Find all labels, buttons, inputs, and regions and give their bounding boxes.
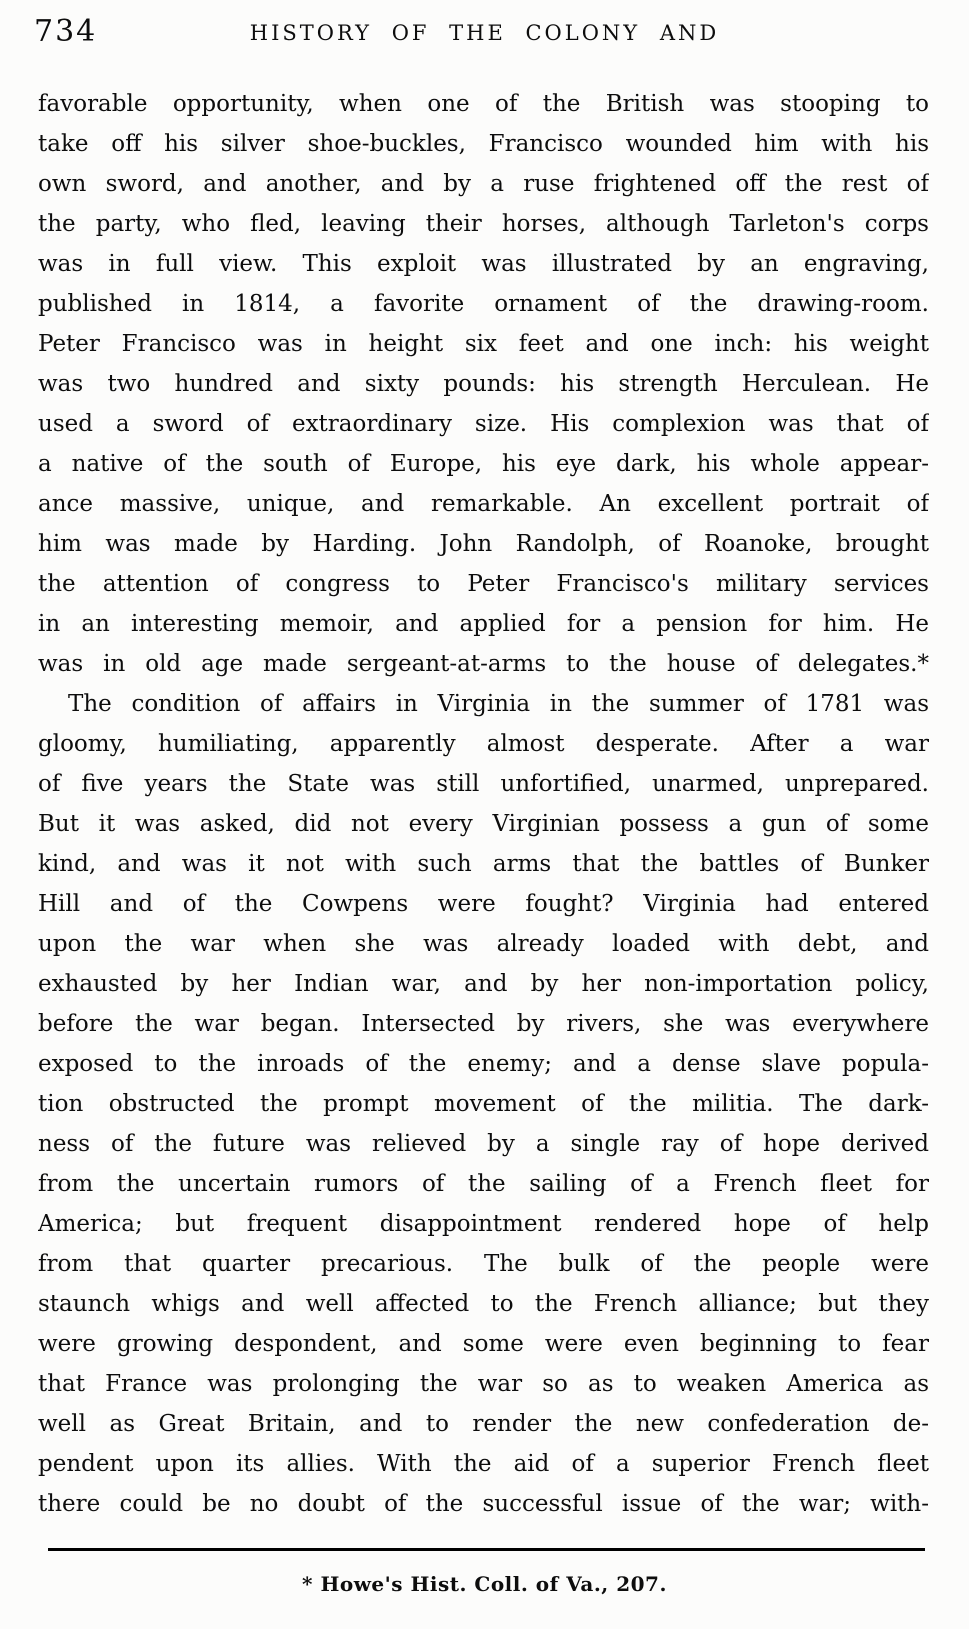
- text-line: The condition of affairs in Virginia in the summer of 1781 was: [68, 691, 929, 717]
- text-line: were growing despondent, and some were even beginning to fear: [38, 1331, 929, 1357]
- text-line: gloomy, humiliating, apparently almost desperate. After a war: [38, 731, 929, 757]
- text-line: staunch whigs and well affected to the French alliance; but they: [38, 1291, 929, 1317]
- running-title: HISTORY OF THE COLONY AND: [249, 21, 720, 45]
- text-line: exhausted by her Indian war, and by her non-importation policy,: [38, 971, 929, 997]
- text-line: Peter Francisco was in height six feet and one inch: his weight: [38, 331, 929, 357]
- text-line: upon the war when she was already loaded with debt, and: [38, 931, 929, 957]
- page-header: [0, 12, 969, 58]
- paragraph-2: [38, 684, 929, 1524]
- text-line: own sword, and another, and by a ruse frightened off the rest of: [38, 171, 929, 197]
- text-line: ance massive, unique, and remarkable. An excellent portrait of: [38, 491, 929, 517]
- text-line: exposed to the inroads of the enemy; and a dense slave popula-: [38, 1051, 929, 1077]
- text-line: there could be no doubt of the successful issue of the war; with-: [38, 1491, 929, 1517]
- text-line: ness of the future was relieved by a single ray of hope derived: [38, 1131, 929, 1157]
- text-line: kind, and was it not with such arms that the battles of Bunker: [38, 851, 929, 877]
- text-line: take off his silver shoe-buckles, Francisco wounded him with his: [38, 131, 929, 157]
- text-line: of five years the State was still unfortified, unarmed, unprepared.: [38, 771, 929, 797]
- text-line: Hill and of the Cowpens were fought? Virginia had entered: [38, 891, 929, 917]
- paragraph-1: [38, 84, 929, 684]
- text-line: from the uncertain rumors of the sailing of a French fleet for: [38, 1171, 929, 1197]
- text-line: pendent upon its allies. With the aid of a superior French fleet: [38, 1451, 929, 1477]
- text-line: used a sword of extraordinary size. His complexion was that of: [38, 411, 929, 437]
- text-line: was in old age made sergeant-at-arms to the house of delegates.*: [38, 651, 929, 677]
- text-line: him was made by Harding. John Randolph, of Roanoke, brought: [38, 531, 929, 557]
- body-text: [38, 84, 929, 1524]
- text-line: was two hundred and sixty pounds: his strength Herculean. He: [38, 371, 929, 397]
- text-line: But it was asked, did not every Virginian possess a gun of some: [38, 811, 929, 837]
- text-line: the attention of congress to Peter Francisco's military services: [38, 571, 929, 597]
- footnote-divider: [48, 1548, 925, 1551]
- text-line: tion obstructed the prompt movement of the militia. The dark-: [38, 1091, 929, 1117]
- text-line: that France was prolonging the war so as to weaken America as: [38, 1371, 929, 1397]
- text-line: in an interesting memoir, and applied for a pension for him. He: [38, 611, 929, 637]
- page-number: 734: [34, 14, 98, 49]
- text-line: published in 1814, a favorite ornament of the drawing-room.: [38, 291, 929, 317]
- text-line: America; but frequent disappointment rendered hope of help: [38, 1211, 929, 1237]
- text-line: favorable opportunity, when one of the British was stooping to: [38, 91, 929, 117]
- footnote: * Howe's Hist. Coll. of Va., 207.: [302, 1572, 667, 1596]
- text-line: the party, who fled, leaving their horses, although Tarleton's corps: [38, 211, 929, 237]
- text-line: a native of the south of Europe, his eye dark, his whole appear-: [38, 451, 929, 477]
- text-line: before the war began. Intersected by rivers, she was everywhere: [38, 1011, 929, 1037]
- text-line: was in full view. This exploit was illustrated by an engraving,: [38, 251, 929, 277]
- text-line: well as Great Britain, and to render the new confederation de-: [38, 1411, 929, 1437]
- text-line: from that quarter precarious. The bulk of the people were: [38, 1251, 929, 1277]
